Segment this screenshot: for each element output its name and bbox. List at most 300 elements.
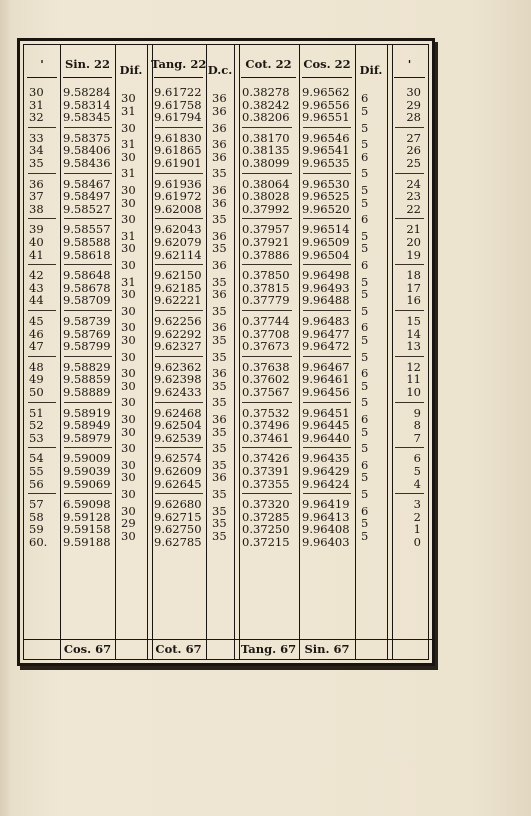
cot-value: 0.37602	[242, 372, 290, 387]
group-rule	[395, 402, 424, 403]
footer-cot: Cot. 67	[155, 642, 202, 656]
column-double-rule	[147, 45, 153, 659]
difference-sin: 30	[121, 332, 136, 347]
difference-common: 36	[212, 182, 227, 197]
cot-value: 0.37744	[242, 314, 290, 328]
minute-right: 6	[413, 451, 421, 466]
group-rule	[303, 356, 351, 357]
sin-value: 9.58284	[63, 85, 111, 99]
cos-value: 9.96520	[302, 201, 350, 216]
group-rule	[155, 402, 203, 403]
cos-value: 9.96488	[302, 293, 350, 308]
cot-value: 0.37391	[242, 464, 290, 478]
minute-left: 51	[29, 405, 44, 420]
minute-left: 55	[29, 464, 44, 478]
group-rule	[395, 356, 424, 357]
sin-value: 9.58979	[63, 430, 111, 445]
difference-cos: 5	[361, 195, 369, 210]
minute-right: 19	[406, 247, 421, 262]
footer-tang: Tang. 67	[240, 642, 297, 656]
minute-left: 37	[29, 189, 44, 204]
sin-value: 9.58739	[63, 314, 111, 328]
minute-right: 7	[413, 430, 421, 445]
sin-value: 9.58436	[63, 156, 111, 170]
minute-left: 48	[29, 359, 44, 374]
minute-left: 58	[29, 509, 44, 524]
minute-left: 36	[29, 176, 44, 191]
cot-value: 0.37355	[242, 476, 290, 491]
group-rule	[303, 493, 351, 494]
minute-right: 16	[406, 293, 421, 308]
footer-sin: Sin. 67	[304, 642, 350, 656]
group-rule	[242, 310, 292, 311]
cot-value: 0.38242	[242, 97, 290, 112]
group-rule	[395, 127, 424, 128]
minute-right: 25	[406, 156, 421, 170]
cot-value: 0.37320	[242, 497, 290, 512]
difference-sin: 30	[121, 257, 136, 272]
difference-common: 35	[212, 528, 227, 543]
cos-value: 9.96551	[302, 110, 350, 125]
cot-value: 0.38135	[242, 143, 290, 158]
minute-left: 38	[29, 201, 44, 216]
minute-right: 2	[413, 509, 421, 524]
difference-common: 36	[212, 470, 227, 485]
header-rule	[302, 77, 352, 78]
cos-value: 9.96514	[302, 222, 350, 237]
difference-cos: 6	[361, 149, 369, 164]
difference-common: 35	[212, 457, 227, 472]
header-minutes-left: '	[40, 57, 44, 71]
header-rule	[27, 77, 57, 78]
cot-value: 0.37532	[242, 405, 290, 420]
difference-sin: 30	[121, 378, 136, 393]
difference-sin: 30	[121, 320, 136, 335]
cot-value: 0.37567	[242, 385, 290, 399]
tang-value: 9.61794	[154, 110, 202, 125]
group-rule	[64, 264, 112, 265]
difference-cos: 5	[361, 166, 369, 181]
sin-value: 9.59039	[63, 464, 111, 478]
minute-left: 54	[29, 451, 44, 466]
column-double-rule	[387, 45, 393, 659]
header-rule	[241, 77, 296, 78]
group-rule	[28, 447, 56, 448]
header-cos: Cos. 22	[303, 57, 351, 71]
difference-cos: 5	[361, 228, 369, 243]
minute-left: 57	[29, 497, 44, 512]
sin-value: 9.59158	[63, 522, 111, 537]
sin-value: 9.58648	[63, 268, 111, 283]
header-dc: D.c.	[207, 63, 233, 77]
group-rule	[395, 173, 424, 174]
difference-common: 35	[212, 332, 227, 347]
minute-right: 23	[406, 189, 421, 204]
group-rule	[28, 493, 56, 494]
minute-left: 45	[29, 314, 44, 328]
minute-right: 20	[406, 235, 421, 249]
group-rule	[155, 493, 203, 494]
minute-right: 26	[406, 143, 421, 158]
difference-sin: 31	[121, 137, 136, 152]
header-cot: Cot. 22	[245, 57, 292, 71]
difference-sin: 30	[121, 303, 136, 318]
group-rule	[28, 173, 56, 174]
cot-value: 0.38206	[242, 110, 290, 125]
cot-value: 0.37708	[242, 326, 290, 341]
difference-sin: 30	[121, 120, 136, 135]
tang-value: 9.62079	[154, 235, 202, 249]
cot-value: 0.37779	[242, 293, 290, 308]
cot-value: 0.37957	[242, 222, 290, 237]
minute-left: 47	[29, 339, 44, 354]
minute-right: 12	[406, 359, 421, 374]
column-rule	[299, 45, 300, 659]
difference-common: 35	[212, 395, 227, 410]
group-rule	[242, 447, 292, 448]
difference-common: 36	[212, 320, 227, 335]
column-double-rule	[234, 45, 240, 659]
table-frame	[17, 38, 435, 666]
group-rule	[303, 310, 351, 311]
minute-right: 10	[406, 385, 421, 399]
minute-left: 59	[29, 522, 44, 537]
sin-value: 9.58618	[63, 247, 111, 262]
footer-rule	[24, 639, 434, 640]
cos-value: 9.96477	[302, 326, 350, 341]
difference-cos: 5	[361, 303, 369, 318]
cos-value: 9.96440	[302, 430, 350, 445]
cos-value: 9.96419	[302, 497, 350, 512]
cot-value: 0.37496	[242, 418, 290, 433]
cos-value: 9.96472	[302, 339, 350, 354]
sin-value: 9.58709	[63, 293, 111, 308]
tang-value: 9.62504	[154, 418, 202, 433]
tang-value: 9.62150	[154, 268, 202, 283]
difference-cos: 6	[361, 257, 369, 272]
cot-value: 0.37850	[242, 268, 290, 283]
sin-value: 9.58919	[63, 405, 111, 420]
minute-right: 4	[413, 476, 421, 491]
cos-value: 9.96562	[302, 85, 350, 99]
header-tang: Tang. 22	[151, 57, 207, 71]
cot-value: 0.38028	[242, 189, 290, 204]
tang-value: 9.61830	[154, 130, 202, 145]
minute-left: 34	[29, 143, 44, 158]
difference-common: 36	[212, 91, 227, 106]
difference-cos: 6	[361, 457, 369, 472]
tang-value: 9.61972	[154, 189, 202, 204]
column-rule	[206, 45, 207, 659]
tang-value: 9.62609	[154, 464, 202, 478]
difference-common: 36	[212, 149, 227, 164]
header-dif-right: Dif.	[359, 63, 383, 77]
difference-cos: 5	[361, 528, 369, 543]
header-rule	[394, 77, 425, 78]
group-rule	[303, 264, 351, 265]
minute-right: 5	[413, 464, 421, 478]
minute-right: 13	[406, 339, 421, 354]
sin-value: 9.58678	[63, 280, 111, 295]
table-body	[23, 44, 429, 660]
tang-value: 9.62114	[154, 247, 202, 262]
difference-common: 36	[212, 257, 227, 272]
minute-left: 39	[29, 222, 44, 237]
tang-value: 9.62043	[154, 222, 202, 237]
tang-value: 9.62750	[154, 522, 202, 537]
sin-value: 9.58314	[63, 97, 111, 112]
group-rule	[64, 447, 112, 448]
group-rule	[395, 447, 424, 448]
header-rule	[63, 77, 112, 78]
difference-common: 35	[212, 516, 227, 531]
difference-common: 36	[212, 195, 227, 210]
cot-value: 0.37992	[242, 201, 290, 216]
tang-value: 9.62645	[154, 476, 202, 491]
difference-common: 36	[212, 366, 227, 381]
minute-right: 3	[413, 497, 421, 512]
difference-sin: 30	[121, 195, 136, 210]
header-dif-left: Dif.	[119, 63, 143, 77]
cos-value: 9.96483	[302, 314, 350, 328]
group-rule	[242, 493, 292, 494]
group-rule	[395, 493, 424, 494]
tang-value: 9.62185	[154, 280, 202, 295]
group-rule	[303, 447, 351, 448]
difference-sin: 30	[121, 424, 136, 439]
sin-value: 6.59098	[63, 497, 111, 512]
group-rule	[242, 402, 292, 403]
minute-left: 31	[29, 97, 44, 112]
cos-value: 9.96504	[302, 247, 350, 262]
cos-value: 9.96451	[302, 405, 350, 420]
sin-value: 9.58769	[63, 326, 111, 341]
tang-value: 9.62468	[154, 405, 202, 420]
difference-cos: 5	[361, 470, 369, 485]
difference-common: 35	[212, 378, 227, 393]
cot-value: 0.37886	[242, 247, 290, 262]
group-rule	[155, 264, 203, 265]
minute-right: 21	[406, 222, 421, 237]
group-rule	[242, 173, 292, 174]
tang-value: 9.61865	[154, 143, 202, 158]
group-rule	[242, 127, 292, 128]
difference-cos: 6	[361, 212, 369, 227]
minute-left: 56	[29, 476, 44, 491]
difference-sin: 30	[121, 486, 136, 501]
difference-common: 35	[212, 303, 227, 318]
minute-right: 30	[406, 85, 421, 99]
cos-value: 9.96535	[302, 156, 350, 170]
group-rule	[64, 127, 112, 128]
minute-right: 27	[406, 130, 421, 145]
tang-value: 9.62785	[154, 535, 202, 549]
tang-value: 9.62539	[154, 430, 202, 445]
minute-right: 1	[413, 522, 421, 537]
cot-value: 0.37285	[242, 509, 290, 524]
column-rule	[115, 45, 116, 659]
minute-right: 14	[406, 326, 421, 341]
minute-right: 29	[406, 97, 421, 112]
difference-sin: 30	[121, 91, 136, 106]
difference-sin: 29	[121, 516, 136, 531]
minute-left: 60.	[29, 535, 48, 549]
cos-value: 9.96546	[302, 130, 350, 145]
cot-value: 0.37638	[242, 359, 290, 374]
cot-value: 0.37673	[242, 339, 290, 354]
group-rule	[155, 173, 203, 174]
group-rule	[64, 402, 112, 403]
group-rule	[242, 356, 292, 357]
difference-sin: 30	[121, 411, 136, 426]
minute-right: 8	[413, 418, 421, 433]
difference-sin: 30	[121, 441, 136, 456]
sin-value: 9.58467	[63, 176, 111, 191]
tang-value: 9.62433	[154, 385, 202, 399]
cos-value: 9.96461	[302, 372, 350, 387]
minute-left: 43	[29, 280, 44, 295]
cos-value: 9.96435	[302, 451, 350, 466]
difference-sin: 31	[121, 228, 136, 243]
difference-cos: 5	[361, 378, 369, 393]
tang-value: 9.62362	[154, 359, 202, 374]
sin-value: 9.58527	[63, 201, 111, 216]
column-rule	[355, 45, 356, 659]
footer-cos: Cos. 67	[63, 642, 112, 656]
difference-cos: 5	[361, 182, 369, 197]
minute-left: 33	[29, 130, 44, 145]
group-rule	[28, 264, 56, 265]
cos-value: 9.96556	[302, 97, 350, 112]
sin-value: 9.59009	[63, 451, 111, 466]
difference-cos: 5	[361, 120, 369, 135]
sin-value: 9.58375	[63, 130, 111, 145]
group-rule	[155, 310, 203, 311]
group-rule	[28, 402, 56, 403]
difference-common: 35	[212, 212, 227, 227]
difference-sin: 30	[121, 528, 136, 543]
cos-value: 9.96424	[302, 476, 350, 491]
tang-value: 9.62680	[154, 497, 202, 512]
sin-value: 9.58345	[63, 110, 111, 125]
sin-value: 9.58949	[63, 418, 111, 433]
cot-value: 0.38064	[242, 176, 290, 191]
minute-left: 35	[29, 156, 44, 170]
cos-value: 9.96408	[302, 522, 350, 537]
tang-value: 9.62398	[154, 372, 202, 387]
difference-common: 36	[212, 137, 227, 152]
sin-value: 9.59128	[63, 509, 111, 524]
cos-value: 9.96403	[302, 535, 350, 549]
tang-value: 9.62221	[154, 293, 202, 308]
difference-sin: 31	[121, 103, 136, 118]
cos-value: 9.96530	[302, 176, 350, 191]
group-rule	[303, 127, 351, 128]
minute-left: 40	[29, 235, 44, 249]
minute-left: 49	[29, 372, 44, 387]
difference-common: 36	[212, 228, 227, 243]
difference-common: 36	[212, 103, 227, 118]
tang-value: 9.61722	[154, 85, 202, 99]
group-rule	[28, 218, 56, 219]
sin-value: 9.59188	[63, 535, 111, 549]
difference-sin: 30	[121, 182, 136, 197]
tang-value: 9.61758	[154, 97, 202, 112]
difference-cos: 5	[361, 349, 369, 364]
difference-cos: 5	[361, 274, 369, 289]
sin-value: 9.58497	[63, 189, 111, 204]
difference-common: 35	[212, 349, 227, 364]
group-rule	[155, 447, 203, 448]
minute-right: 24	[406, 176, 421, 191]
group-rule	[395, 310, 424, 311]
minute-left: 53	[29, 430, 44, 445]
minute-left: 44	[29, 293, 44, 308]
cos-value: 9.96493	[302, 280, 350, 295]
cos-value: 9.96525	[302, 189, 350, 204]
difference-cos: 5	[361, 424, 369, 439]
minute-left: 42	[29, 268, 44, 283]
tang-value: 9.62574	[154, 451, 202, 466]
difference-common: 36	[212, 287, 227, 302]
sin-value: 9.58557	[63, 222, 111, 237]
difference-common: 35	[212, 241, 227, 256]
minute-left: 46	[29, 326, 44, 341]
cot-value: 0.38170	[242, 130, 290, 145]
sin-value: 9.58859	[63, 372, 111, 387]
group-rule	[395, 218, 424, 219]
difference-common: 35	[212, 486, 227, 501]
cot-value: 0.37921	[242, 235, 290, 249]
difference-cos: 6	[361, 320, 369, 335]
group-rule	[28, 356, 56, 357]
difference-common: 36	[212, 411, 227, 426]
difference-cos: 6	[361, 366, 369, 381]
tang-value: 9.61936	[154, 176, 202, 191]
difference-cos: 5	[361, 287, 369, 302]
minute-right: 11	[406, 372, 421, 387]
sin-value: 9.59069	[63, 476, 111, 491]
minute-right: 18	[406, 268, 421, 283]
cos-value: 9.96467	[302, 359, 350, 374]
group-rule	[28, 310, 56, 311]
difference-cos: 5	[361, 441, 369, 456]
difference-cos: 5	[361, 486, 369, 501]
difference-sin: 30	[121, 366, 136, 381]
sin-value: 9.58799	[63, 339, 111, 354]
minute-left: 50	[29, 385, 44, 399]
difference-cos: 6	[361, 91, 369, 106]
tang-value: 9.62715	[154, 509, 202, 524]
difference-cos: 5	[361, 103, 369, 118]
tang-value: 9.62008	[154, 201, 202, 216]
group-rule	[64, 218, 112, 219]
cos-value: 9.96429	[302, 464, 350, 478]
cos-value: 9.96445	[302, 418, 350, 433]
minute-right: 22	[406, 201, 421, 216]
tang-value: 9.62327	[154, 339, 202, 354]
difference-common: 35	[212, 166, 227, 181]
difference-sin: 30	[121, 395, 136, 410]
group-rule	[64, 356, 112, 357]
minute-right: 17	[406, 280, 421, 295]
difference-common: 35	[212, 441, 227, 456]
group-rule	[303, 173, 351, 174]
group-rule	[28, 127, 56, 128]
minute-left: 52	[29, 418, 44, 433]
sin-value: 9.58889	[63, 385, 111, 399]
minute-left: 41	[29, 247, 44, 262]
